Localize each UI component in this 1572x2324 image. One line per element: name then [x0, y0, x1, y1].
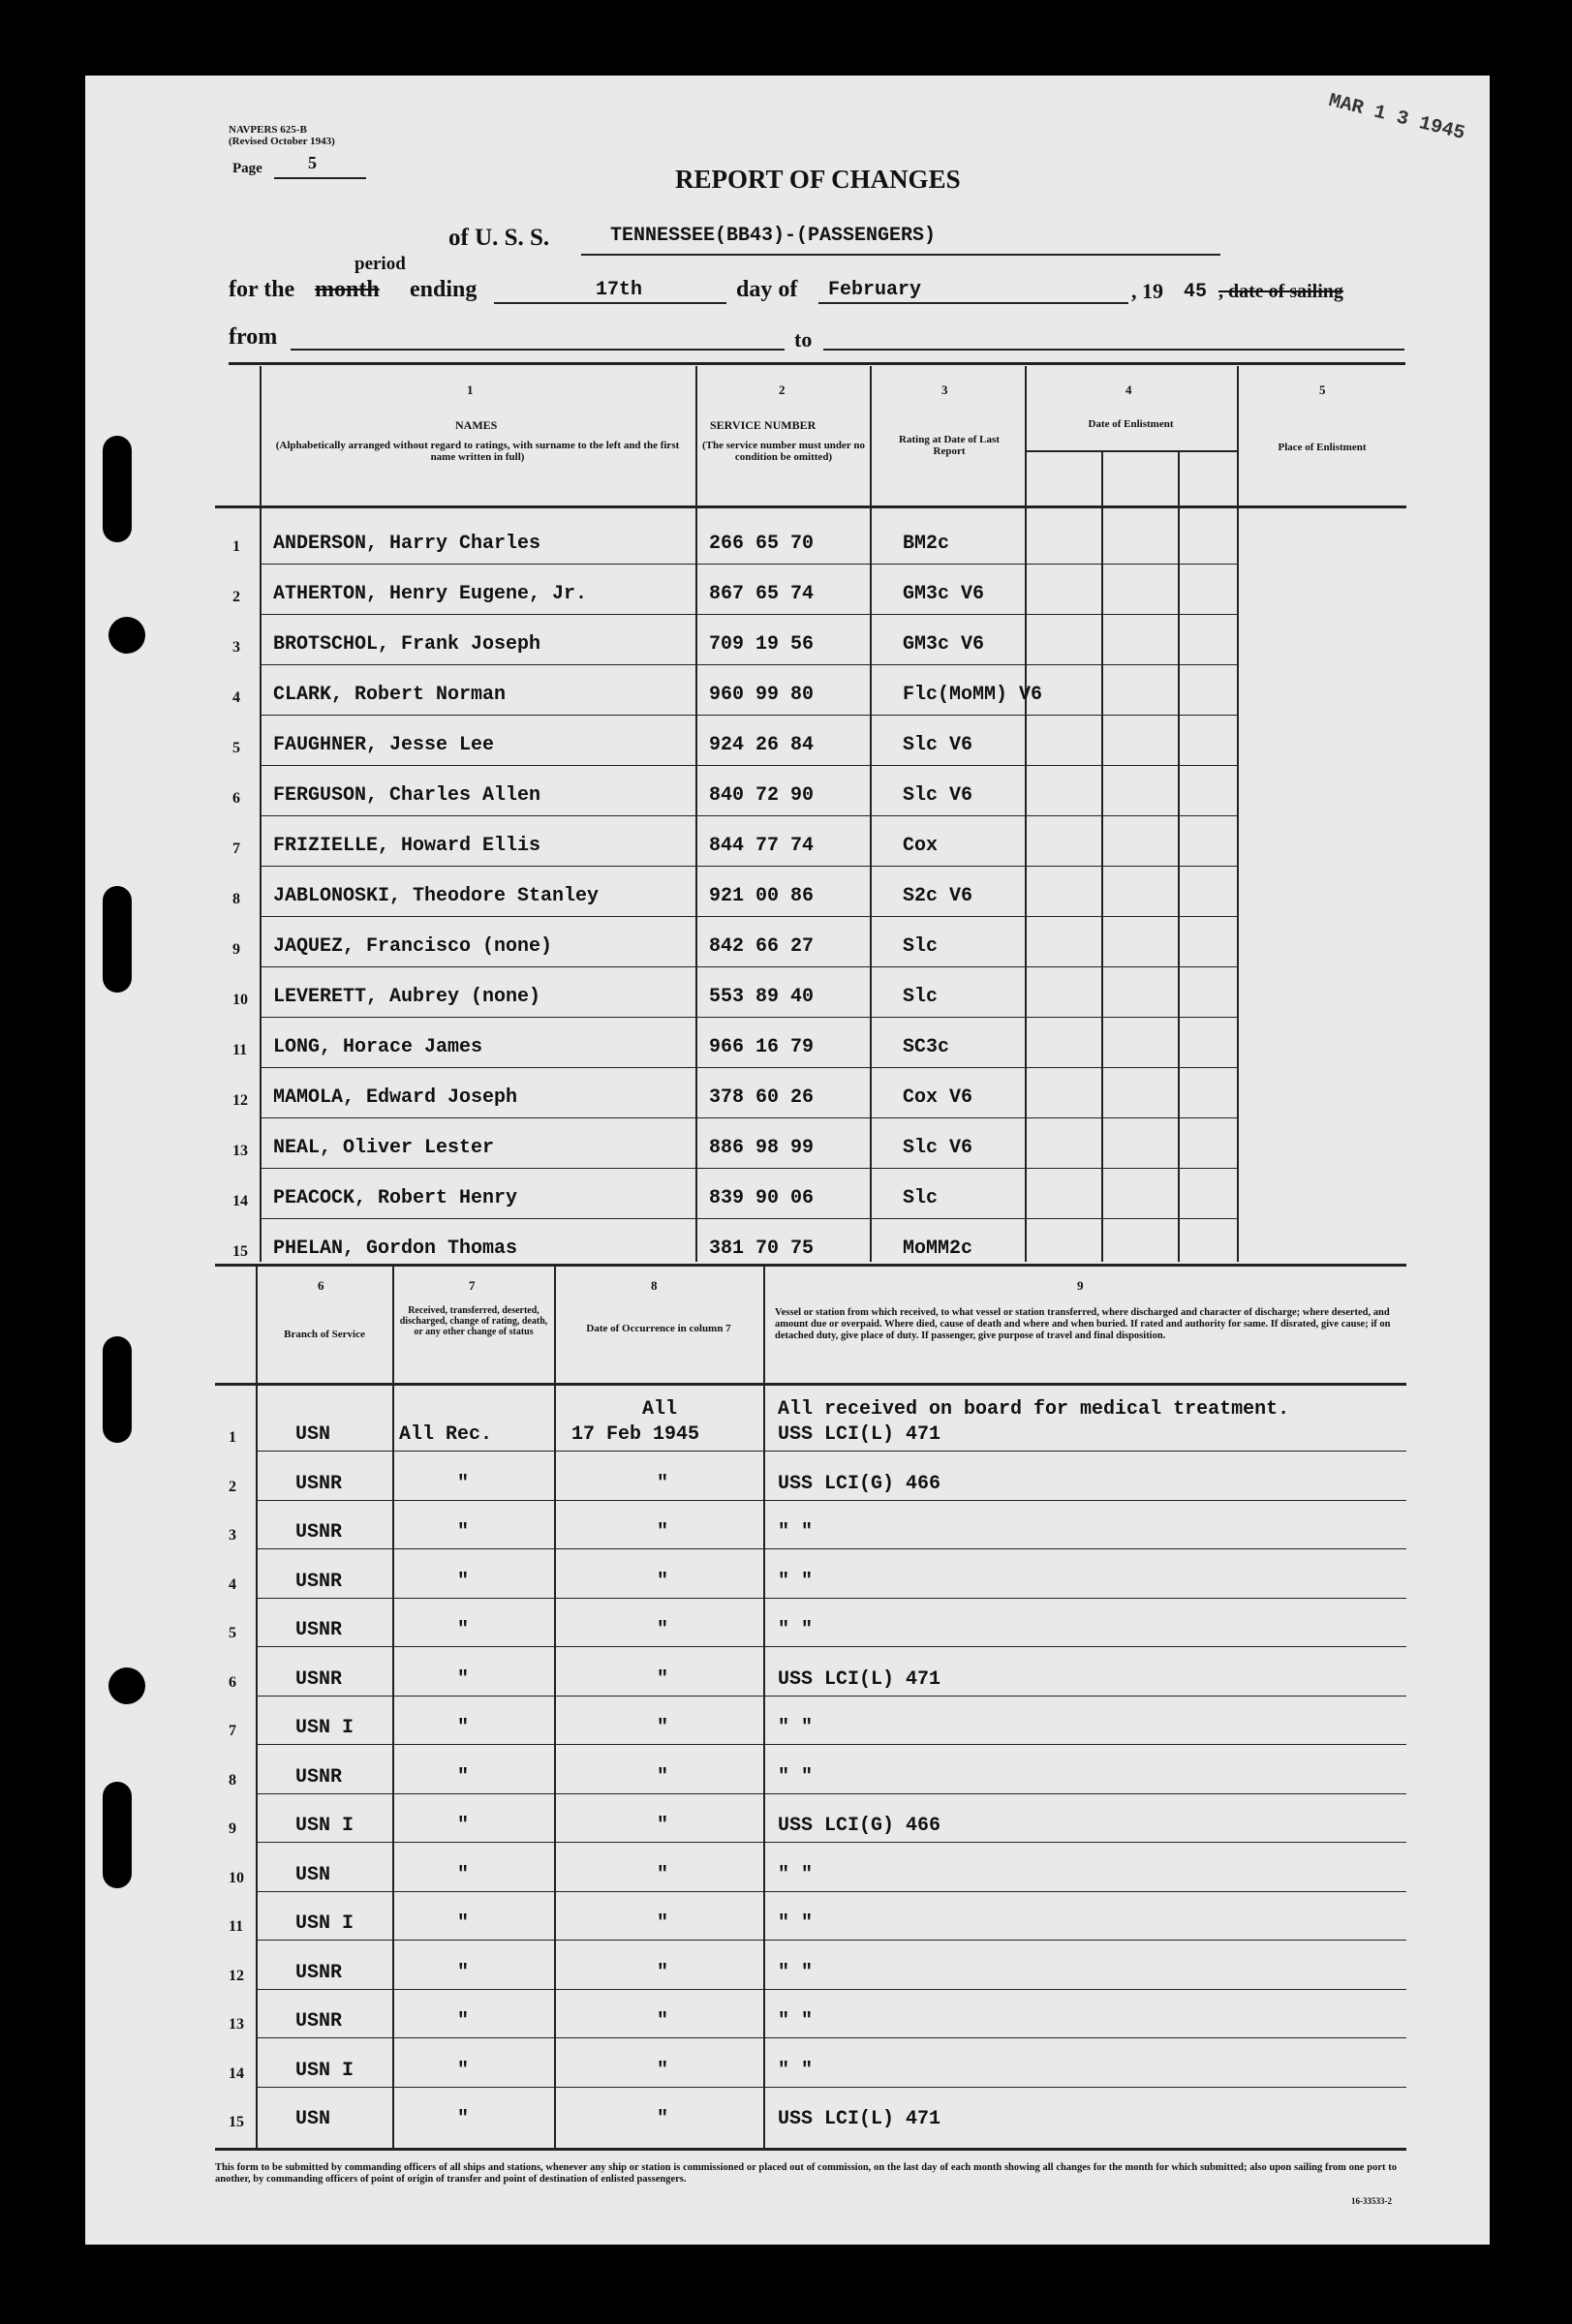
- name-cell: PHELAN, Gordon Thomas: [273, 1238, 518, 1260]
- row-rule: [260, 1017, 1238, 1018]
- row-number: 13: [232, 1143, 248, 1159]
- service-number-cell: 839 90 06: [709, 1187, 815, 1209]
- row-rule: [256, 1696, 1406, 1697]
- row-number: 1: [229, 1429, 236, 1446]
- col7-num: 7: [469, 1278, 476, 1293]
- row-number: 11: [229, 1918, 244, 1935]
- service-number-cell: 867 65 74: [709, 583, 815, 605]
- col3-num: 3: [941, 382, 948, 397]
- row-number: 15: [229, 2114, 244, 2130]
- remarks-cell: USS LCI(L) 471: [778, 1668, 941, 1691]
- service-number-cell: 378 60 26: [709, 1086, 815, 1109]
- name-cell: LEVERETT, Aubrey (none): [273, 986, 541, 1008]
- row-number: 5: [229, 1625, 236, 1641]
- row-number: 14: [229, 2065, 244, 2082]
- remarks-cell: " ": [778, 1571, 814, 1593]
- period-label: period: [354, 254, 406, 274]
- col6-num: 6: [318, 1278, 324, 1293]
- change-cell: ": [457, 1473, 470, 1495]
- date-cell: ": [657, 2010, 669, 2033]
- row-rule: [256, 2037, 1406, 2038]
- date-cell: ": [657, 1717, 669, 1739]
- date-cell: ": [657, 1473, 669, 1495]
- col2-note: (The service number must under no condition be omitted): [702, 440, 865, 463]
- service-number-cell: 966 16 79: [709, 1036, 815, 1058]
- row-number: 9: [232, 941, 240, 958]
- row-number: 12: [232, 1092, 248, 1109]
- row-number: 7: [232, 841, 240, 857]
- remarks-cell: USS LCI(L) 471: [778, 2108, 941, 2130]
- from-label: from: [229, 324, 278, 350]
- date-cell: ": [657, 1815, 669, 1837]
- col2-title: SERVICE NUMBER: [710, 418, 817, 432]
- date-cell: ": [657, 1766, 669, 1789]
- row-number: 15: [232, 1243, 248, 1260]
- rating-cell: BM2c: [903, 533, 950, 555]
- row-rule: [260, 564, 1238, 565]
- rating-cell: Slc V6: [903, 1137, 973, 1159]
- service-number-cell: 844 77 74: [709, 835, 815, 857]
- name-cell: NEAL, Oliver Lester: [273, 1137, 495, 1159]
- row-number: 6: [229, 1674, 236, 1691]
- row-rule: [256, 1548, 1406, 1549]
- branch-cell: USN I: [295, 2060, 354, 2082]
- date-cell: ": [657, 1668, 669, 1691]
- change-cell: ": [457, 1619, 470, 1641]
- date-of-sailing: , date of sailing: [1218, 281, 1343, 302]
- row-number: 4: [232, 689, 240, 706]
- row-rule: [260, 966, 1238, 967]
- remarks-cell: " ": [778, 2060, 814, 2082]
- service-number-cell: 842 66 27: [709, 935, 815, 958]
- rating-cell: Slc: [903, 935, 939, 958]
- binder-hole: [108, 617, 145, 654]
- name-cell: PEACOCK, Robert Henry: [273, 1187, 518, 1209]
- binder-slot: [103, 1336, 132, 1443]
- row-number: 2: [229, 1479, 236, 1495]
- binder-slot: [103, 436, 132, 542]
- service-number-cell: 709 19 56: [709, 633, 815, 656]
- row-number: 3: [229, 1527, 236, 1544]
- year-value: 45: [1184, 281, 1208, 303]
- page-number: 5: [308, 153, 317, 172]
- branch-cell: USN: [295, 1423, 331, 1446]
- change-cell: ": [457, 1912, 470, 1935]
- received-stamp: MAR 1 3 1945: [1326, 89, 1467, 146]
- row1-remarks-top: All received on board for medical treatment.: [778, 1398, 1290, 1421]
- col8-title: Date of Occurrence in column 7: [586, 1323, 731, 1334]
- col4-num: 4: [1125, 382, 1132, 397]
- rating-cell: GM3c V6: [903, 583, 985, 605]
- name-cell: ATHERTON, Henry Eugene, Jr.: [273, 583, 588, 605]
- service-number-cell: 921 00 86: [709, 885, 815, 907]
- ship-name: TENNESSEE(BB43)-(PASSENGERS): [610, 225, 937, 247]
- service-number-cell: 381 70 75: [709, 1238, 815, 1260]
- rating-cell: Flc(MoMM) V6: [903, 684, 1043, 706]
- row-rule: [256, 2087, 1406, 2088]
- change-cell: ": [457, 1717, 470, 1739]
- remarks-cell: USS LCI(G) 466: [778, 1473, 941, 1495]
- rating-cell: Slc: [903, 1187, 939, 1209]
- change-cell: All Rec.: [399, 1423, 493, 1446]
- col6-title: Branch of Service: [284, 1329, 365, 1340]
- rating-cell: GM3c V6: [903, 633, 985, 656]
- row-number: 6: [232, 790, 240, 807]
- name-cell: LONG, Horace James: [273, 1036, 483, 1058]
- service-number-cell: 553 89 40: [709, 986, 815, 1008]
- binder-slot: [103, 1782, 132, 1888]
- row-rule: [256, 1646, 1406, 1647]
- for-the-label: for the: [229, 277, 295, 302]
- remarks-cell: " ": [778, 1864, 814, 1886]
- row-rule: [256, 1891, 1406, 1892]
- branch-cell: USNR: [295, 2010, 343, 2033]
- row-rule: [256, 1598, 1406, 1599]
- name-cell: FAUGHNER, Jesse Lee: [273, 734, 495, 756]
- change-cell: ": [457, 2010, 470, 2033]
- date-cell: ": [657, 1619, 669, 1641]
- change-cell: ": [457, 1864, 470, 1886]
- rating-cell: Slc V6: [903, 784, 973, 807]
- name-cell: BROTSCHOL, Frank Joseph: [273, 633, 541, 656]
- row-rule: [256, 1842, 1406, 1843]
- remarks-cell: " ": [778, 1717, 814, 1739]
- branch-cell: USN I: [295, 1717, 354, 1739]
- row-rule: [260, 1168, 1238, 1169]
- row-rule: [256, 1500, 1406, 1501]
- row-rule: [260, 1067, 1238, 1068]
- col2-num: 2: [779, 382, 786, 397]
- row-number: 7: [229, 1723, 236, 1739]
- branch-cell: USNR: [295, 1521, 343, 1544]
- change-cell: ": [457, 1668, 470, 1691]
- branch-cell: USNR: [295, 1766, 343, 1789]
- row-rule: [260, 815, 1238, 816]
- row-rule: [256, 1451, 1406, 1452]
- branch-cell: USNR: [295, 1473, 343, 1495]
- footer-instructions: This form to be submitted by commanding officers of all ships and stations, whenever any ship or station is commissioned or placed out of commission, on the last day of each month showing all changes for the month for which submitted; also upon sailing from one port to another, by commanding officers of point of origin of transfer and point of destination of enlisted passengers.: [215, 2162, 1397, 2185]
- row-rule: [260, 765, 1238, 766]
- branch-cell: USN I: [295, 1815, 354, 1837]
- rating-cell: S2c V6: [903, 885, 973, 907]
- row-number: 10: [229, 1870, 244, 1886]
- name-cell: FERGUSON, Charles Allen: [273, 784, 541, 807]
- remarks-cell: " ": [778, 1962, 814, 1984]
- branch-cell: USN I: [295, 1912, 354, 1935]
- form-id-line2: (Revised October 1943): [229, 136, 335, 147]
- service-number-cell: 960 99 80: [709, 684, 815, 706]
- of-uss-label: of U. S. S.: [448, 225, 550, 251]
- name-cell: FRIZIELLE, Howard Ellis: [273, 835, 541, 857]
- remarks-cell: " ": [778, 2010, 814, 2033]
- service-number-cell: 886 98 99: [709, 1137, 815, 1159]
- rating-cell: SC3c: [903, 1036, 950, 1058]
- col3-title: Rating at Date of Last Report: [899, 434, 1000, 457]
- change-cell: ": [457, 1521, 470, 1544]
- remarks-cell: " ": [778, 1766, 814, 1789]
- page-title: REPORT OF CHANGES: [675, 165, 961, 194]
- row-rule: [260, 866, 1238, 867]
- service-number-cell: 924 26 84: [709, 734, 815, 756]
- row-number: 14: [232, 1193, 248, 1209]
- change-cell: ": [457, 1766, 470, 1789]
- col1-num: 1: [467, 382, 474, 397]
- branch-cell: USN: [295, 1864, 331, 1886]
- service-number-cell: 266 65 70: [709, 533, 815, 555]
- date-cell: ": [657, 2108, 669, 2130]
- form-id: [229, 124, 335, 147]
- row-number: 13: [229, 2016, 244, 2033]
- name-cell: CLARK, Robert Norman: [273, 684, 507, 706]
- branch-cell: USNR: [295, 1668, 343, 1691]
- col7-title: Received, transferred, deserted, discharged, change of rating, death, or any other change of status: [399, 1305, 548, 1337]
- year-prefix: , 19: [1131, 279, 1163, 303]
- remarks-cell: " ": [778, 1619, 814, 1641]
- branch-cell: USNR: [295, 1962, 343, 1984]
- row-number: 8: [232, 891, 240, 907]
- rating-cell: Cox: [903, 835, 939, 857]
- row-number: 11: [232, 1042, 248, 1058]
- row-rule: [256, 1793, 1406, 1794]
- name-cell: MAMOLA, Edward Joseph: [273, 1086, 518, 1109]
- change-cell: ": [457, 1962, 470, 1984]
- struck-month: month: [315, 277, 380, 302]
- date-cell: ": [657, 1962, 669, 1984]
- row-number: 3: [232, 639, 240, 656]
- date-cell: ": [657, 1864, 669, 1886]
- change-cell: ": [457, 1815, 470, 1837]
- row-rule: [260, 614, 1238, 615]
- row-rule: [260, 664, 1238, 665]
- date-cell: ": [657, 1912, 669, 1935]
- col1-title: NAMES: [455, 418, 498, 432]
- row-rule: [260, 916, 1238, 917]
- date-cell: 17 Feb 1945: [571, 1423, 700, 1446]
- date-cell: ": [657, 1521, 669, 1544]
- name-cell: ANDERSON, Harry Charles: [273, 533, 541, 555]
- day-of-label: day of: [736, 277, 798, 302]
- row-number: 4: [229, 1576, 236, 1593]
- col5-title: Place of Enlistment: [1278, 442, 1367, 453]
- branch-cell: USNR: [295, 1571, 343, 1593]
- month-value: February: [828, 279, 922, 301]
- binder-hole: [108, 1667, 145, 1704]
- page-label: Page: [232, 161, 262, 176]
- rating-cell: MoMM2c: [903, 1238, 973, 1260]
- binder-slot: [103, 886, 132, 993]
- name-cell: JABLONOSKI, Theodore Stanley: [273, 885, 600, 907]
- change-cell: ": [457, 2108, 470, 2130]
- col9-title: Vessel or station from which received, to what vessel or station transferred, where discharged and character of discharge; where deserted, and amount due or overpaid. Where died, cause of death and where and when buried. If rated and authority for same. If disrated, give cause; if on detached duty, give place of duty. If passenger, give purpose of travel and final disposition.: [775, 1307, 1391, 1341]
- ending-label: ending: [410, 277, 478, 302]
- row-rule: [256, 1989, 1406, 1990]
- col5-num: 5: [1319, 382, 1326, 397]
- col4-title: Date of Enlistment: [1088, 418, 1174, 430]
- row1-date-prefix: All: [642, 1398, 678, 1421]
- row-rule: [260, 1218, 1238, 1219]
- name-cell: JAQUEZ, Francisco (none): [273, 935, 553, 958]
- row-rule: [260, 1117, 1238, 1118]
- row-rule: [260, 715, 1238, 716]
- day-value: 17th: [596, 279, 643, 301]
- branch-cell: USN: [295, 2108, 331, 2130]
- remarks-cell: " ": [778, 1912, 814, 1935]
- change-cell: ": [457, 2060, 470, 2082]
- date-cell: ": [657, 1571, 669, 1593]
- remarks-cell: " ": [778, 1521, 814, 1544]
- rating-cell: Cox V6: [903, 1086, 973, 1109]
- row-number: 9: [229, 1820, 236, 1837]
- remarks-cell: USS LCI(G) 466: [778, 1815, 941, 1837]
- row-number: 8: [229, 1772, 236, 1789]
- row-rule: [256, 1940, 1406, 1941]
- rating-cell: Slc V6: [903, 734, 973, 756]
- row-number: 2: [232, 589, 240, 605]
- service-number-cell: 840 72 90: [709, 784, 815, 807]
- col8-num: 8: [651, 1278, 658, 1293]
- change-cell: ": [457, 1571, 470, 1593]
- branch-cell: USNR: [295, 1619, 343, 1641]
- col1-note: (Alphabetically arranged without regard to ratings, with surname to the left and the first name written in full): [275, 440, 680, 463]
- date-cell: ": [657, 2060, 669, 2082]
- row-number: 1: [232, 538, 240, 555]
- row-rule: [256, 1744, 1406, 1745]
- row-number: 5: [232, 740, 240, 756]
- rating-cell: Slc: [903, 986, 939, 1008]
- row-number: 10: [232, 992, 248, 1008]
- form-id-line1: NAVPERS 625-B: [229, 124, 307, 136]
- remarks-cell: USS LCI(L) 471: [778, 1423, 941, 1446]
- col9-num: 9: [1077, 1278, 1084, 1293]
- print-code: 16-33533-2: [1351, 2196, 1392, 2206]
- to-label: to: [794, 327, 813, 352]
- row-number: 12: [229, 1968, 244, 1984]
